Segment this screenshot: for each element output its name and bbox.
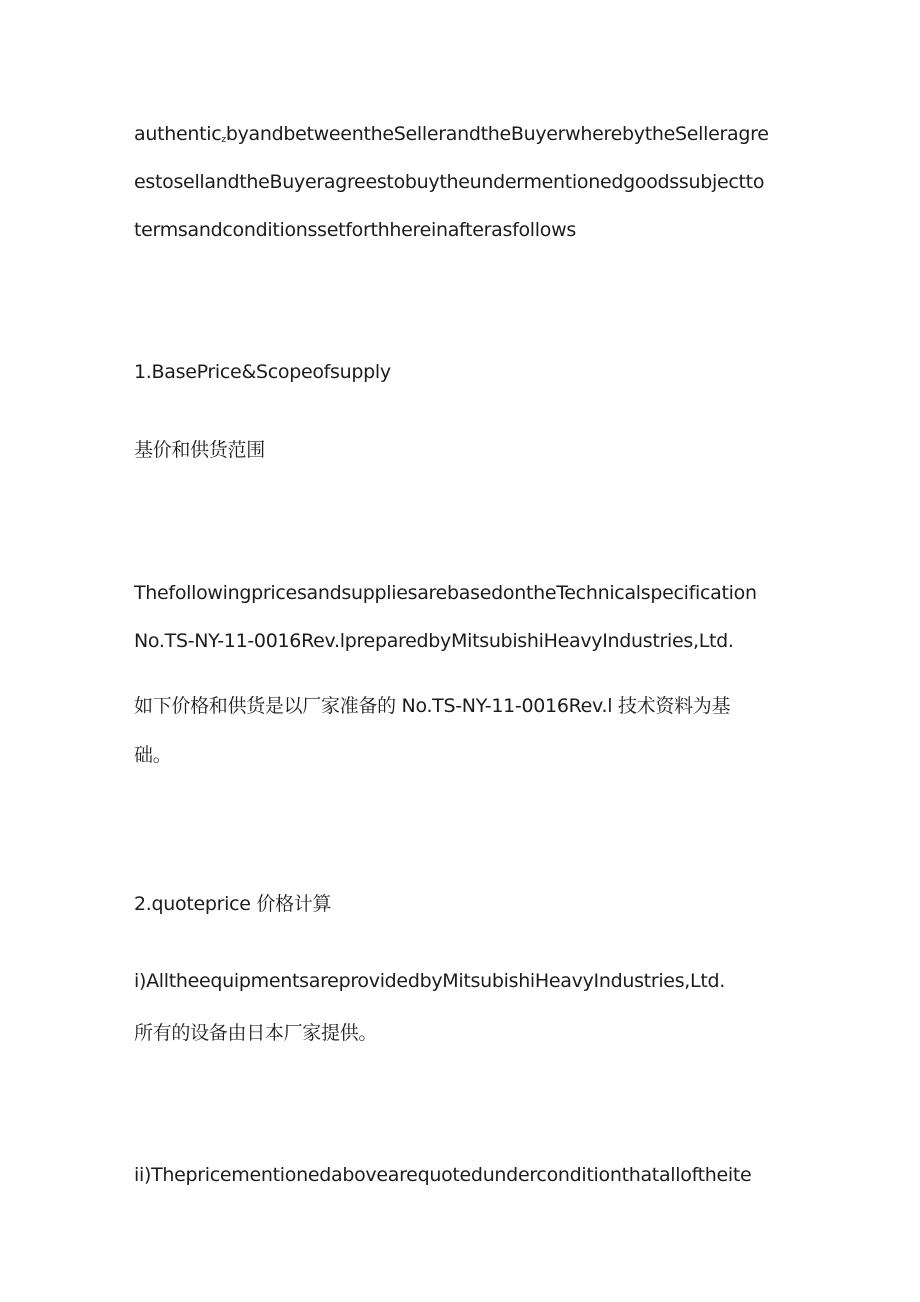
section-1-heading-zh: 基价和供货范围 (134, 439, 265, 461)
section-1-para-line-1: ThefollowingpricesandsuppliesarebasedontheTechnicalspecification (134, 582, 757, 604)
section-1-para-zh-line-1: 如下价格和供货是以厂家准备的 No.TS-NY-11-0016Rev.l 技术资料为基 (134, 695, 731, 717)
intro-line-1-end: byandbetweentheSellerandtheBuyerwherebytheSelleragre (225, 123, 769, 145)
intro-line-1-start: authentic (134, 123, 222, 145)
section-2-item-1-zh: 所有的设备由日本厂家提供。 (134, 1022, 378, 1044)
section-1-para-line-2: No.TS-NY-11-0016Rev.lpreparedbyMitsubishiHeavyIndustries,Ltd. (134, 630, 734, 652)
intro-line-1 (134, 122, 769, 152)
section-2-item-1: i)AlltheequipmentsareprovidedbyMitsubishiHeavyIndustries,Ltd. (134, 970, 725, 992)
intro-line-2: estosellandtheBuyeragreestobuytheundermentionedgoodssubjectto (134, 171, 765, 193)
section-2-item-2: ii)Thepricementionedabovearequotedunderconditionthatalloftheite (134, 1164, 752, 1186)
section-1-para-zh-line-2: 础。 (134, 744, 172, 766)
intro-subscript-mark: z (221, 135, 226, 145)
intro-line-3: termsandconditionssetforthhereinafterasfollows (134, 219, 576, 241)
section-1-heading: 1.BasePrice&Scopeofsupply (134, 361, 391, 383)
section-2-heading: 2.quoteprice 价格计算 (134, 893, 332, 915)
